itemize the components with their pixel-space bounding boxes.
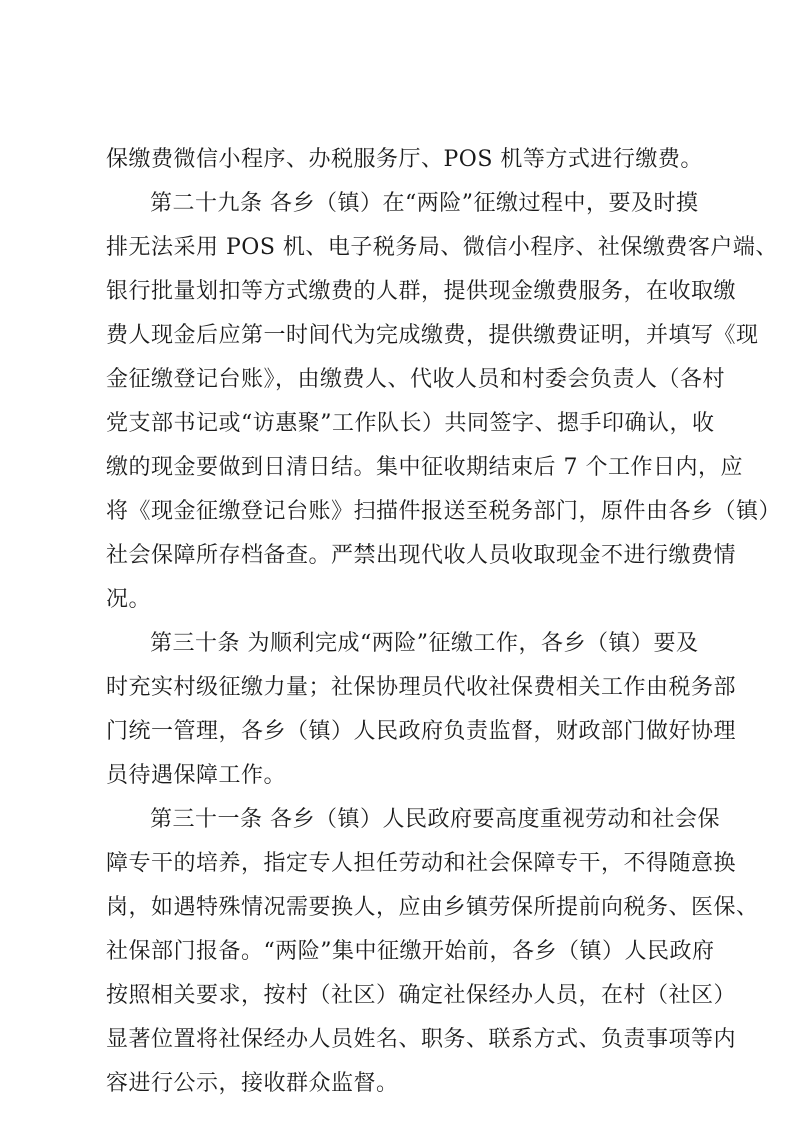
text-line: 障专干的培养，指定专人担任劳动和社会保障专干，不得随意换 [106, 851, 737, 876]
text-line: 金征缴登记台账》，由缴费人、代收人员和村委会负责人（各村 [106, 367, 726, 392]
text-line: 排无法采用 POS 机、电子税务局、微信小程序、社保缴费客户端、 [106, 235, 778, 260]
text-line: 费人现金后应第一时间代为完成缴费，提供缴费证明，并填写《现 [106, 323, 759, 348]
text-line: 银行批量划扣等方式缴费的人群，提供现金缴费服务，在收取缴 [106, 279, 737, 304]
article-31-heading-line: 第三十一条 各乡（镇）人民政府要高度重视劳动和社会保 [150, 807, 720, 832]
text-line: 员待遇保障工作。 [106, 763, 287, 788]
text-line: 党支部书记或“访惠聚”工作队长）共同签字、摁手印确认，收 [106, 411, 715, 436]
text-line: 岗，如遇特殊情况需要换人，应由乡镇劳保所提前向税务、医保、 [106, 895, 759, 920]
text-line: 容进行公示，接收群众监督。 [106, 1071, 399, 1096]
text-line: 社保部门报备。“两险”集中征缴开始前，各乡（镇）人民政府 [106, 939, 715, 964]
article-29-heading-line: 第二十九条 各乡（镇）在“两险”征缴过程中，要及时摸 [150, 191, 699, 216]
text-line: 况。 [106, 587, 152, 612]
text-line: 将《现金征缴登记台账》扫描件报送至税务部门，原件由各乡（镇） [106, 499, 782, 524]
article-30-heading-line: 第三十条 为顺利完成“两险”征缴工作，各乡（镇）要及 [150, 631, 699, 656]
text-line: 按照相关要求，按村（社区）确定社保经办人员，在村（社区） [106, 983, 737, 1008]
text-line: 时充实村级征缴力量；社保协理员代收社保费相关工作由税务部 [106, 675, 737, 700]
text-line: 门统一管理，各乡（镇）人民政府负责监督，财政部门做好协理 [106, 719, 737, 744]
text-line: 显著位置将社保经办人员姓名、职务、联系方式、负责事项等内 [106, 1027, 737, 1052]
text-line: 保缴费微信小程序、办税服务厅、POS 机等方式进行缴费。 [106, 147, 703, 172]
text-line: 社会保障所存档备查。严禁出现代收人员收取现金不进行缴费情 [106, 543, 737, 568]
text-line: 缴的现金要做到日清日结。集中征收期结束后 7 个工作日内，应 [106, 455, 743, 480]
